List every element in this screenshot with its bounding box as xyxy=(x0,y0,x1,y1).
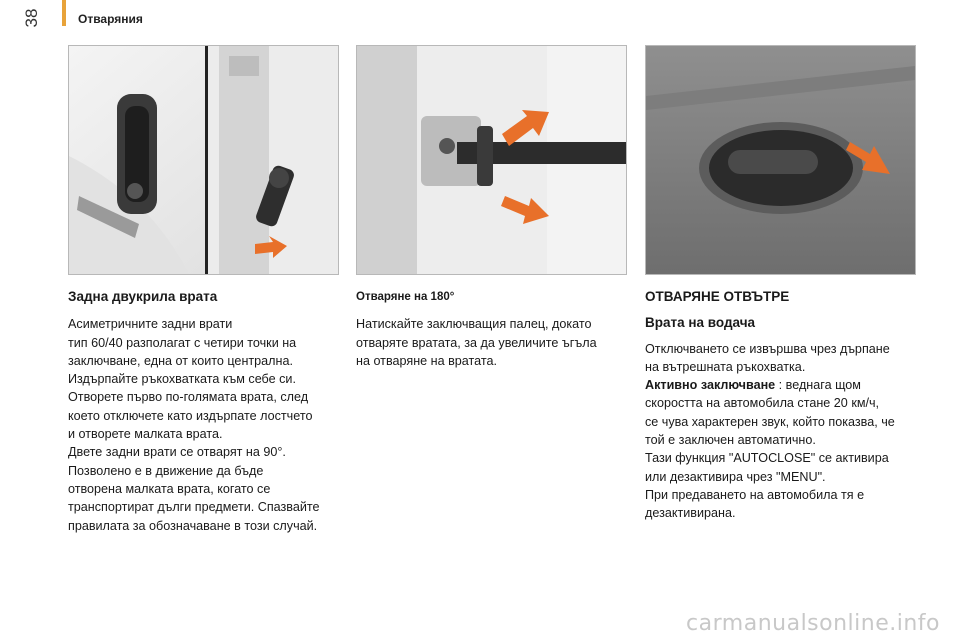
watermark: carmanualsonline.info xyxy=(686,611,940,636)
active-locking-text: : веднага щом xyxy=(775,378,861,393)
text-line: на отваряне на вратата. xyxy=(356,353,498,368)
text-line: транспортират дълги предмети. Спазвайте xyxy=(68,500,320,515)
text-line: Издърпайте ръкохватката към себе си. xyxy=(68,372,296,387)
text-line: на вътрешната ръкохватка. xyxy=(645,359,806,374)
text-line: отворена малката врата, когато се xyxy=(68,481,271,496)
opening-180-heading: Отваряне на 180° xyxy=(356,291,455,303)
active-locking-label: Активно заключване xyxy=(645,378,776,393)
interior-handle-photo xyxy=(645,45,916,275)
door-handle-icon xyxy=(117,94,157,214)
text-line: което отключете като издърпате лостчето xyxy=(68,408,313,423)
text-line: дезактивирана. xyxy=(645,506,736,521)
text-line: тип 60/40 разполагат с четири точки на xyxy=(68,335,297,350)
text-line: скоростта на автомобила стане 20 км/ч, xyxy=(645,396,880,411)
text-line: Асиметричните задни врати xyxy=(68,317,233,332)
section-accent-bar xyxy=(62,0,66,26)
driver-door-text xyxy=(645,340,935,523)
page-number: 38 xyxy=(22,8,41,28)
text-line: отваряте вратата, за да увеличите ъгъла xyxy=(356,335,597,350)
text-line: той е заключен автоматично. xyxy=(645,433,816,448)
rear-door-column xyxy=(68,288,353,535)
opening-180-text xyxy=(356,315,636,370)
text-line: Отворете първо по-голямата врата, след xyxy=(68,390,309,405)
text-line xyxy=(645,376,935,394)
text-line: Отключването се извършва чрез дърпане xyxy=(645,341,890,356)
opening-inside-column xyxy=(645,288,935,523)
text-line: Тази функция "AUTOCLOSE" се активира xyxy=(645,451,889,466)
rear-door-heading: Задна двукрила врата xyxy=(68,289,218,304)
text-line: Двете задни врати се отварят на 90°. xyxy=(68,445,286,460)
door-handle-icon xyxy=(699,122,863,214)
rear-door-text xyxy=(68,315,353,535)
text-line: се чува характерен звук, който показва, че xyxy=(645,414,895,429)
text-line: Позволено е в движение да бъде xyxy=(68,463,264,478)
door-latch-photo xyxy=(356,45,627,275)
text-line: Натискайте заключващия палец, докато xyxy=(356,317,592,332)
text-line: При предаването на автомобила тя е xyxy=(645,487,865,502)
opening-180-column xyxy=(356,288,636,370)
opening-inside-title: ОТВАРЯНЕ ОТВЪТРЕ xyxy=(645,289,790,304)
text-line: заключване, една от които централна. xyxy=(68,353,293,368)
rear-double-door-photo xyxy=(68,45,339,275)
text-line: правилата за обозначаване в този случай. xyxy=(68,518,318,533)
section-header: Отваряния xyxy=(78,12,143,26)
text-line: или дезактивира чрез "MENU". xyxy=(645,469,826,484)
text-line: и отворете малката врата. xyxy=(68,427,223,442)
driver-door-subtitle: Врата на водача xyxy=(645,315,756,331)
